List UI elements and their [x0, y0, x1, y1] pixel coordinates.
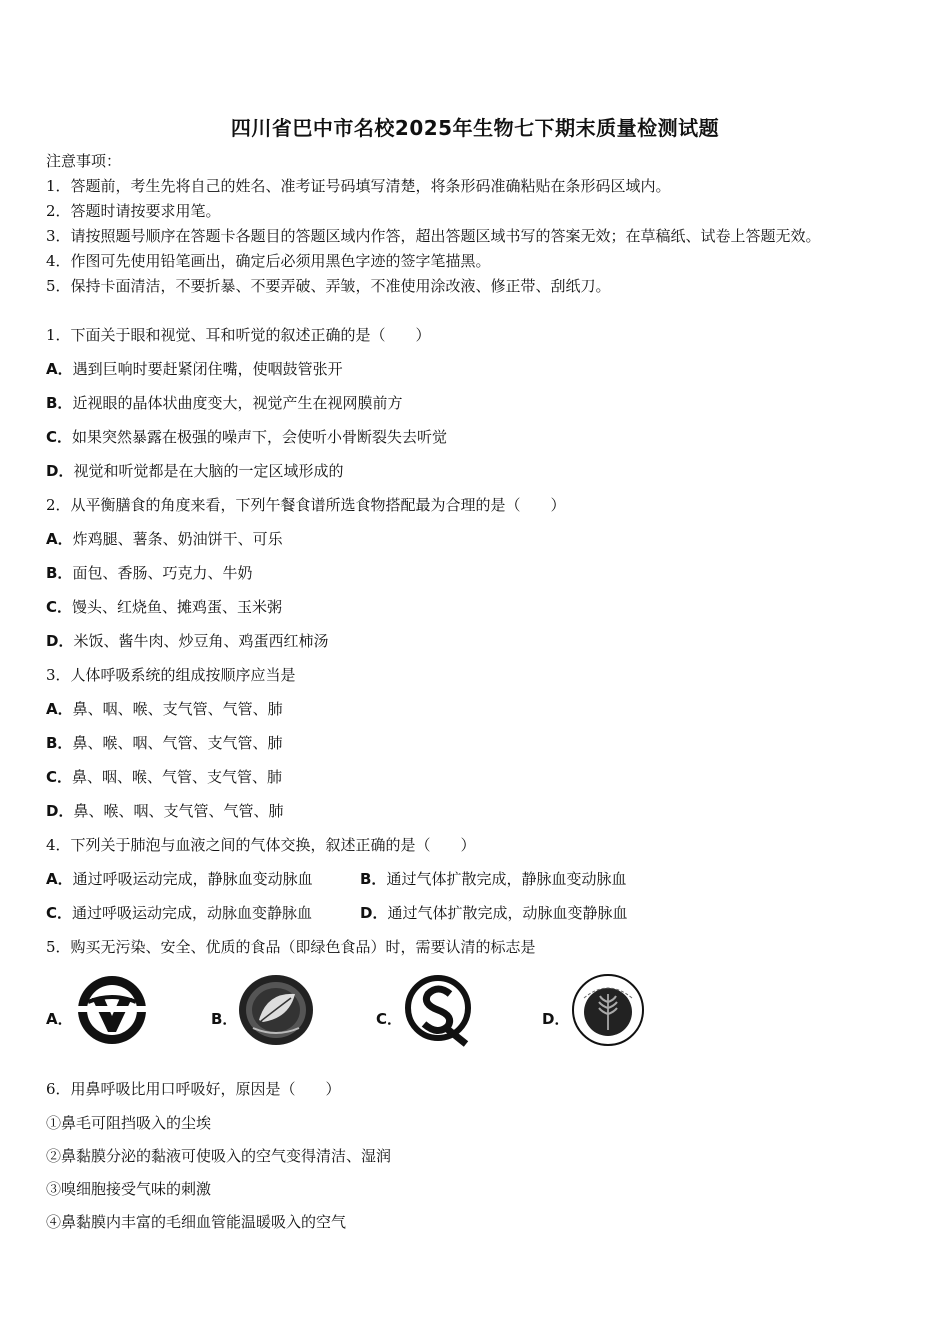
option-label: C．	[46, 598, 73, 616]
option-label: D．	[360, 904, 388, 922]
page-title: 四川省巴中市名校2025年生物七下期末质量检测试题	[230, 116, 720, 140]
option-label: D．	[46, 802, 74, 820]
question-stem: 3．人体呼吸系统的组成按顺序应当是	[46, 666, 296, 684]
notice-item: 1．答题前，考生先将自己的姓名、准考证号码填写清楚，将条形码准确粘贴在条形码区域内。	[46, 177, 671, 195]
option-label: A．	[46, 870, 73, 888]
question-option	[46, 597, 282, 617]
option-text: 通过呼吸运动完成，静脉血变动脉血	[72, 870, 313, 888]
question-option	[46, 903, 312, 923]
question-stem: 5．购买无污染、安全、优质的食品（即绿色食品）时，需要认清的标志是	[46, 938, 536, 956]
option-text: 炸鸡腿、薯条、奶油饼干、可乐	[72, 530, 283, 548]
question-option	[46, 359, 343, 379]
option-label: C．	[376, 1010, 403, 1028]
option-label: B．	[211, 1010, 238, 1028]
option-text: 如果突然暴露在极强的噪声下，会使听小骨断裂失去听觉	[72, 428, 448, 446]
option-label: A．	[46, 530, 73, 548]
option-label: D．	[46, 462, 74, 480]
option-text: 鼻、喉、咽、气管、支气管、肺	[72, 734, 283, 752]
notice-heading: 注意事项：	[46, 152, 122, 170]
qs-logo-icon	[402, 972, 474, 1048]
option-text: 通过气体扩散完成，动脉血变静脉血	[387, 904, 628, 922]
option-text: 馒头、红烧鱼、摊鸡蛋、玉米粥	[72, 598, 283, 616]
question-option	[46, 529, 283, 549]
question-option	[46, 733, 282, 753]
statement-item: ③嗅细胞接受气味的刺激	[46, 1180, 212, 1198]
option-label: B．	[46, 564, 73, 582]
option-label: C．	[46, 904, 73, 922]
question-stem: 6．用鼻呼吸比用口呼吸好，原因是（ ）	[46, 1080, 341, 1098]
notice-item: 3．请按照题号顺序在答题卡各题目的答题区域内作答，超出答题区域书写的答案无效；在草稿纸、试卷上答题无效。	[46, 227, 821, 245]
option-label: D．	[46, 632, 74, 650]
question-option	[46, 767, 282, 787]
option-text: 鼻、咽、喉、气管、支气管、肺	[72, 768, 283, 786]
question-option	[46, 563, 252, 583]
option-text: 通过气体扩散完成，静脉血变动脉血	[386, 870, 627, 888]
notice-item: 5．保持卡面清洁，不要折暴、不要弄破、弄皱，不准使用涂改液、修正带、刮纸刀。	[46, 277, 611, 295]
question-option	[360, 869, 626, 889]
option-text: 面包、香肠、巧克力、牛奶	[72, 564, 253, 582]
circle-v-logo-icon	[74, 972, 150, 1048]
option-text: 米饭、酱牛肉、炒豆角、鸡蛋西红柿汤	[73, 632, 329, 650]
option-text: 鼻、喉、咽、支气管、气管、肺	[73, 802, 284, 820]
notice-item: 4．作图可先使用铅笔画出，确定后必须用黑色字迹的签字笔描黑。	[46, 252, 491, 270]
question-option	[46, 427, 447, 447]
option-label: C．	[46, 428, 73, 446]
option-label: B．	[360, 870, 387, 888]
green-food-leaf-logo-icon	[237, 972, 315, 1048]
question-stem: 4．下列关于肺泡与血液之间的气体交换，叙述正确的是（ ）	[46, 836, 476, 854]
option-text: 视觉和听觉都是在大脑的一定区域形成的	[73, 462, 344, 480]
question-option	[360, 903, 627, 923]
question-option	[46, 699, 283, 719]
question-option	[46, 869, 313, 889]
option-label: A．	[46, 1010, 73, 1028]
logo-options	[46, 972, 666, 1052]
question-option	[46, 461, 343, 481]
option-label: D．	[542, 1010, 570, 1028]
option-text: 近视眼的晶体状曲度变大，视觉产生在视网膜前方	[72, 394, 403, 412]
option-label: B．	[46, 394, 73, 412]
question-stem: 2．从平衡膳食的角度来看，下列午餐食谱所选食物搭配最为合理的是（ ）	[46, 496, 566, 514]
option-text: 通过呼吸运动完成，动脉血变静脉血	[72, 904, 313, 922]
statement-item: ②鼻黏膜分泌的黏液可使吸入的空气变得清洁、湿润	[46, 1147, 392, 1165]
statement-item: ①鼻毛可阻挡吸入的尘埃	[46, 1114, 212, 1132]
notice-item: 2．答题时请按要求用笔。	[46, 202, 221, 220]
question-option	[46, 393, 402, 413]
question-option	[46, 801, 283, 821]
pollution-free-wheat-logo-icon	[570, 972, 646, 1048]
option-label: A．	[46, 700, 73, 718]
option-text: 鼻、咽、喉、支气管、气管、肺	[72, 700, 283, 718]
option-label: B．	[46, 734, 73, 752]
option-text: 遇到巨响时要赶紧闭住嘴，使咽鼓管张开	[72, 360, 343, 378]
question-stem: 1．下面关于眼和视觉、耳和听觉的叙述正确的是（ ）	[46, 326, 431, 344]
question-option	[46, 631, 328, 651]
option-label: A．	[46, 360, 73, 378]
option-label: C．	[46, 768, 73, 786]
statement-item: ④鼻黏膜内丰富的毛细血管能温暖吸入的空气	[46, 1213, 347, 1231]
